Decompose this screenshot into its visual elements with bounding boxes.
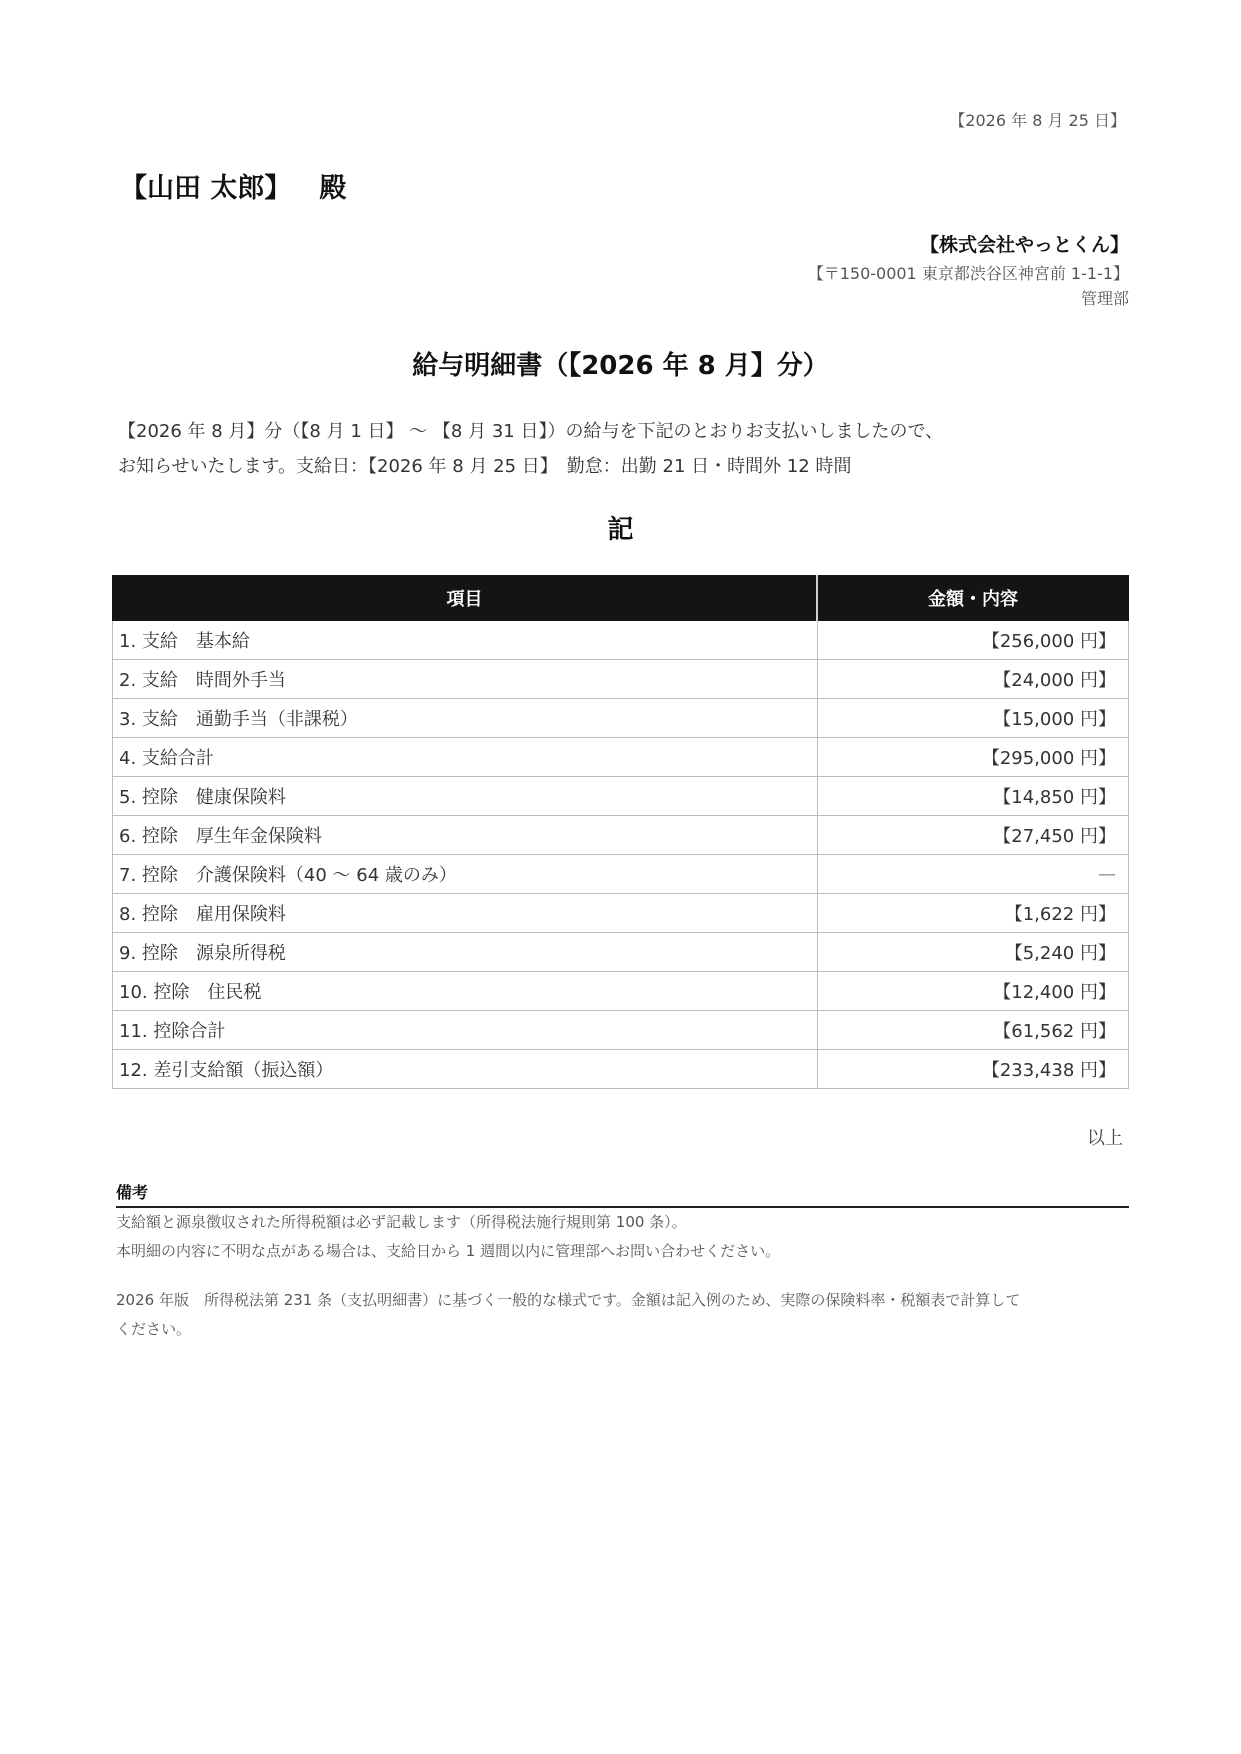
footnote bbox=[116, 1286, 1129, 1344]
row-amount: 【61,562 円】 bbox=[817, 1011, 1129, 1050]
footnote-line-1: 2026 年版 所得税法第 231 条（支払明細書）に基づく一般的な様式です。金額は記入例のため、実際の保険料率・税額表で計算して bbox=[116, 1291, 1021, 1309]
table-row bbox=[113, 933, 1129, 972]
document-title: 給与明細書（【2026 年 8 月】分） bbox=[412, 351, 829, 381]
row-amount: 【24,000 円】 bbox=[817, 660, 1129, 699]
row-item: 9. 控除 源泉所得税 bbox=[113, 933, 818, 972]
issue-date: 【2026 年 8 月 25 日】 bbox=[949, 111, 1126, 130]
table-row bbox=[113, 777, 1129, 816]
issuer-address: 【〒150-0001 東京都渋谷区神宮前 1-1-1】 bbox=[807, 264, 1129, 283]
row-item: 8. 控除 雇用保険料 bbox=[113, 894, 818, 933]
recipient-honorific: 殿 bbox=[319, 173, 347, 204]
intro-text bbox=[118, 414, 943, 484]
remarks-line-2: 本明細の内容に不明な点がある場合は、支給日から 1 週間以内に管理部へお問い合わせください。 bbox=[116, 1242, 781, 1260]
row-item: 1. 支給 基本給 bbox=[113, 621, 818, 660]
issuer-block bbox=[808, 233, 1129, 311]
footnote-line-2: ください。 bbox=[116, 1320, 192, 1338]
recipient bbox=[120, 166, 346, 205]
row-amount: — bbox=[817, 855, 1129, 894]
remarks-heading: 備考 bbox=[116, 1180, 1129, 1208]
table-row bbox=[113, 972, 1129, 1011]
table-row bbox=[113, 816, 1129, 855]
table-row bbox=[113, 855, 1129, 894]
row-item: 2. 支給 時間外手当 bbox=[113, 660, 818, 699]
row-item: 11. 控除合計 bbox=[113, 1011, 818, 1050]
row-item: 3. 支給 通勤手当（非課税） bbox=[113, 699, 818, 738]
row-amount: 【27,450 円】 bbox=[817, 816, 1129, 855]
header-amount: 金額・内容 bbox=[817, 576, 1129, 621]
table-row bbox=[113, 660, 1129, 699]
row-amount: 【1,622 円】 bbox=[817, 894, 1129, 933]
issuer-department: 管理部 bbox=[1080, 289, 1129, 308]
table-header-row bbox=[113, 576, 1129, 621]
row-item: 5. 控除 健康保険料 bbox=[113, 777, 818, 816]
table-row bbox=[113, 699, 1129, 738]
table-row bbox=[113, 738, 1129, 777]
row-amount: 【5,240 円】 bbox=[817, 933, 1129, 972]
row-amount: 【233,438 円】 bbox=[817, 1050, 1129, 1089]
table-row bbox=[113, 1011, 1129, 1050]
row-item: 4. 支給合計 bbox=[113, 738, 818, 777]
table-row bbox=[113, 621, 1129, 660]
ki-heading: 記 bbox=[607, 515, 634, 545]
row-amount: 【256,000 円】 bbox=[817, 621, 1129, 660]
row-amount: 【14,850 円】 bbox=[817, 777, 1129, 816]
header-item: 項目 bbox=[113, 576, 818, 621]
intro-line-1: 【2026 年 8 月】分（【8 月 1 日】 ～ 【8 月 31 日】）の給与を下記のとおりお支払いしましたので、 bbox=[118, 421, 944, 442]
row-item: 6. 控除 厚生年金保険料 bbox=[113, 816, 818, 855]
recipient-name: 【山田 太郎】 bbox=[120, 173, 292, 204]
remarks-section bbox=[116, 1180, 1129, 1266]
remarks-line-1: 支給額と源泉徴収された所得税額は必ず記載します（所得税法施行規則第 100 条）。 bbox=[116, 1213, 687, 1231]
row-item: 7. 控除 介護保険料（40 ～ 64 歳のみ） bbox=[113, 855, 818, 894]
closing-text: 以上 bbox=[1087, 1128, 1123, 1149]
issuer-company: 【株式会社やっとくん】 bbox=[919, 234, 1129, 256]
row-amount: 【15,000 円】 bbox=[817, 699, 1129, 738]
row-item: 12. 差引支給額（振込額） bbox=[113, 1050, 818, 1089]
table-row bbox=[113, 894, 1129, 933]
payslip-table bbox=[112, 575, 1129, 1089]
row-amount: 【12,400 円】 bbox=[817, 972, 1129, 1011]
table-row bbox=[113, 1050, 1129, 1089]
row-item: 10. 控除 住民税 bbox=[113, 972, 818, 1011]
intro-line-2: お知らせいたします。支給日：【2026 年 8 月 25 日】 勤怠：出勤 21 日・時間外 12 時間 bbox=[118, 456, 852, 477]
row-amount: 【295,000 円】 bbox=[817, 738, 1129, 777]
